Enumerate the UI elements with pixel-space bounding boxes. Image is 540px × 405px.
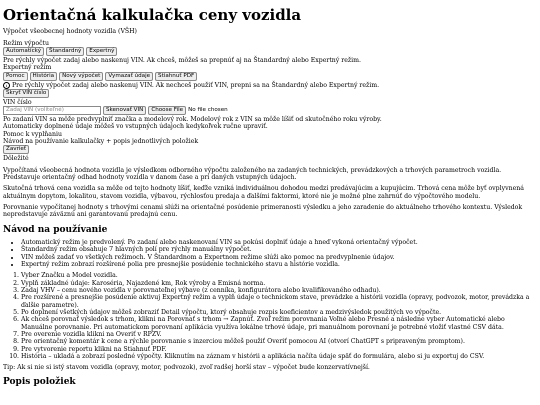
history-button[interactable]: História xyxy=(30,72,58,81)
help-section xyxy=(3,131,537,163)
list-item: 5. Po doplnení všetkých údajov môžeš zobraziť Detail výpočtu, ktorý obsahuje rozpis koeficientov a medzivýsledok použitých vo výpočte. xyxy=(21,309,537,316)
items-description-heading: Popis položiek xyxy=(3,377,76,388)
page-subtitle: Výpočet všeobecnej hodnoty vozidla (VŠH) xyxy=(3,28,137,36)
expert-hint: Pre rýchly výpočet zadaj alebo naskenuj VIN. Ak nechceš použiť VIN, prepni sa na Štandardný alebo Expertný režim. xyxy=(11,81,380,89)
clear-data-button[interactable]: Vymazať údaje xyxy=(105,72,153,81)
list-item: 4. Pre rozšírené a presnejšie posúdenie aktivuj Expertný režim a vyplň údaje o technickom stave, prevádzke a histórii vozidla (opravy, podvozok, motor, prevádzka a ďalšie parametre). xyxy=(21,294,537,309)
close-help-button[interactable]: Zavrieť xyxy=(3,145,29,154)
vin-note-2: Automaticky doplnené údaje môžeš vo vstupných údajoch kedykoľvek ručne upraviť. xyxy=(3,123,268,131)
guide-steps xyxy=(3,272,537,360)
scan-vin-button[interactable]: Skenovať VIN xyxy=(103,106,146,115)
expert-hint-row xyxy=(3,82,537,89)
guide-tip: Tip: Ak si nie si istý stavom vozidla (opravy, motor, podvozok), zvoľ radšej horší stav – výpočet bude konzervatívnejší. xyxy=(3,364,370,372)
list-item: 8. Pre orientačný komentár k cene a rýchle porovnanie s inzerciou môžeš použiť Overiť pomocou AI (otvorí ChatGPT s pripraveným promptom). xyxy=(21,338,537,345)
mode-section xyxy=(3,40,537,65)
list-item: 6. Ak chceš porovnať výsledok s trhom, klikni na Porovnať s trhom → Zapnúť. Zvoľ režim porovnania Voľné alebo Presné a následne vyber Automatické alebo Manuálne porovnanie. Pri automatickom porovnaní aplikácia využíva lokálne trhové údaje, pri manuálnom porovnaní je potrebné vložiť vlastné CSV dáta. xyxy=(21,316,537,331)
mode-standard-button[interactable]: Štandardný xyxy=(46,47,84,56)
list-item: 7. Pre overenie vozidla klikni na Overiť v RPZV. xyxy=(21,331,537,338)
list-item: • Automatický režim je predvolený. Po zadaní alebo naskenovaní VIN sa pokúsi doplniť údaje a hneď vykoná orientačný výpočet. xyxy=(21,239,537,246)
file-status: No file chosen xyxy=(188,107,228,114)
list-item: 9. Pre vytvorenie reportu klikni na Stiahnuť PDF. xyxy=(21,346,537,353)
list-item: 10. História – ukladá a zobrazí posledné výpočty. Kliknutím na záznam v histórii a aplikácia načíta údaje späť do formulára, alebo si ju exportuj do CSV. xyxy=(21,353,537,360)
choose-file-button[interactable]: Choose File xyxy=(148,106,186,115)
list-item: 1. Vyber Značku a Model vozidla. xyxy=(21,272,537,279)
expert-section xyxy=(3,64,537,98)
help-label: Pomoc k vyplňaniu xyxy=(3,130,62,138)
paragraph-1: Vypočítaná všeobecná hodnota vozidla je výsledkom odborného výpočtu založeného na zadaných technických, prevádzkových a trhových parametroch vozidla. Predstavuje orientačný odhad hodnoty vozidla v danom čase a pri daných vstupných údajoch. xyxy=(3,166,502,181)
list-item: • Štandardný režim obsahuje 7 hlavných polí pre rýchly manuálny výpočet. xyxy=(21,246,537,253)
help-button[interactable]: Pomoc xyxy=(3,72,28,81)
paragraph-2: Skutočná trhová cena vozidla sa môže od tejto hodnoty líšiť, keďže vzniká individuálnou dohodou medzi predávajúcim a kupujúcim. Trhová cena môže byť ovplyvnená aktuálnym dopytom, lokalitou, stavom vozidla, výbavou, rýchlosťou predaja a ďalšími faktormi, ktoré nie je možné plne zahrnúť do výpočtového modelu. xyxy=(3,185,524,200)
mode-expert-button[interactable]: Expertný xyxy=(86,47,117,56)
important-label: Dôležité xyxy=(3,155,29,163)
expert-label: Expertný režim xyxy=(3,64,52,72)
guide-heading: Návod na používanie xyxy=(3,224,108,235)
mode-hint: Pre rýchly výpočet zadaj alebo naskenuj VIN. Ak chceš, môžeš sa prepnúť aj na Štandardný alebo Expertný režim. xyxy=(3,56,361,64)
list-item: • Expertný režim zobrazí rozšírené polia pre presnejšie posúdenie technického stavu a histórie vozidla. xyxy=(21,261,537,268)
vin-section xyxy=(3,99,537,131)
paragraph-3: Porovnanie vypočítanej hodnoty s trhovými cenami slúži na orientačné posúdenie primeranosti výsledku a jeho zaradenie do aktuálneho trhového kontextu. Výsledok nepredstavuje záväznú ani garantovanú predajnú cenu. xyxy=(3,203,523,219)
help-text: Návod na používanie kalkulačky + popis jednotlivých položiek xyxy=(3,138,199,146)
list-item: • VIN môžeš zadať vo všetkých režimoch. V Štandardnom a Expertnom režime slúži ako pomoc na predvyplnenie údajov. xyxy=(21,254,537,261)
mode-label: Režim výpočtu xyxy=(3,39,50,47)
info-icon: i xyxy=(3,82,10,89)
hide-vin-button[interactable]: Skryť VIN číslo xyxy=(3,89,49,98)
list-item: 3. Zadaj VHV – cenu nového vozidla v porovnateľnej výbave (z cenníka, konfigurátora alebo kvalifikovaného odhadu). xyxy=(21,287,537,294)
guide-bullets xyxy=(3,239,537,268)
vin-note-1: Po zadaní VIN sa môže predvyplniť značka a modelový rok. Modelový rok z VIN sa môže líšiť od skutočného roku výroby. xyxy=(3,116,382,124)
download-pdf-button[interactable]: Stiahnuť PDF xyxy=(155,72,197,81)
mode-automatic-button[interactable]: Automatický xyxy=(3,47,44,56)
new-calculation-button[interactable]: Nový výpočet xyxy=(59,72,103,81)
vin-input[interactable]: Zadaj VIN (voliteľné) xyxy=(3,106,101,115)
list-item: 2. Vyplň základné údaje: Karoséria, Najazdené km, Rok výroby a Emisná norma. xyxy=(21,280,537,287)
vin-label: VIN číslo xyxy=(3,98,32,106)
page-title: Orientačná kalkulačka ceny vozidla xyxy=(3,6,302,24)
